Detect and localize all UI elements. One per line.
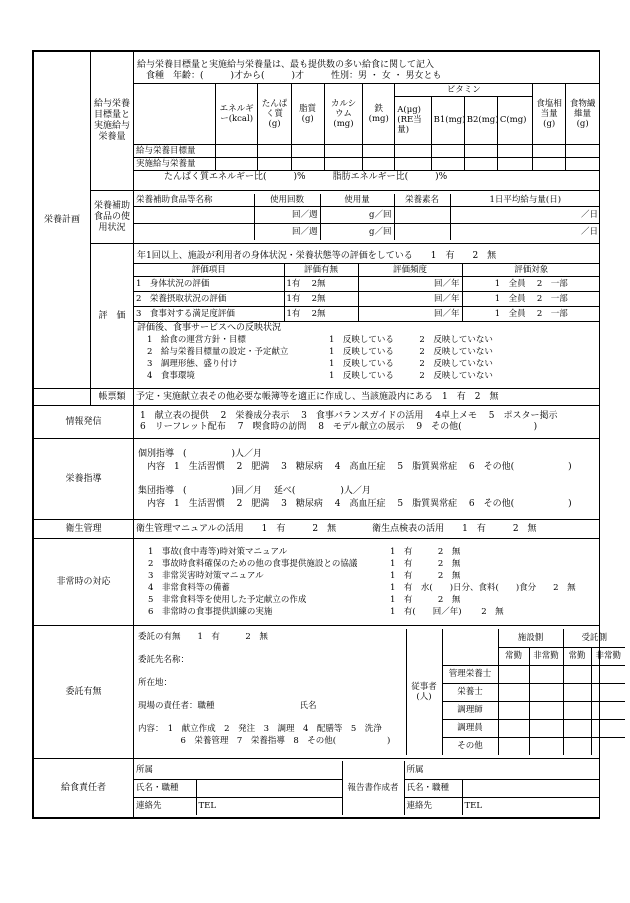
header-salt: 食塩相当量(g) (533, 83, 566, 144)
spacer (138, 474, 595, 485)
hijoji-answer[interactable]: 1 有( 回／年) 2 無 (390, 607, 504, 617)
input-target[interactable] (258, 144, 291, 157)
header-vit-c: C(mg) (497, 96, 532, 144)
input-target[interactable] (395, 144, 431, 157)
supp-daily-unit: ／日 (450, 206, 600, 223)
header-supp-daily: 1日平均給与量(日) (450, 194, 600, 207)
input-target[interactable] (324, 144, 362, 157)
section-label-itaku: 委託有無 (34, 626, 134, 759)
eval-yesno-cell[interactable]: 1有 2無 (284, 306, 358, 321)
staff-row-label: 調理師 (442, 701, 498, 719)
staff-count-input[interactable] (498, 737, 529, 755)
eval-item: 2 栄養摂取状況の評価 (134, 291, 284, 306)
label-hokokusho: 報告書作成者 (342, 761, 404, 815)
staff-count-input[interactable] (498, 683, 529, 701)
header-eval-freq: 評価頻度 (358, 263, 462, 276)
header-fat: 脂質(g) (291, 83, 324, 144)
rep-shozoku-label: 所属 (404, 761, 462, 779)
spacer (138, 689, 402, 700)
main-table (33, 51, 622, 818)
section-label-eiyou-keikaku: 栄養計画 (34, 52, 91, 389)
header-hijokin: 非常勤 (529, 647, 563, 665)
input-target[interactable] (566, 144, 599, 157)
staff-count-input[interactable] (498, 719, 529, 737)
input-actual[interactable] (324, 157, 362, 170)
nutrition-age-sex: 食種 年齢：( )才から( )才 性別：男 ・ 女 ・ 男女とも (137, 70, 442, 81)
label-choboru: 帳票類 (91, 389, 134, 406)
staff-count-input[interactable] (591, 701, 625, 719)
after-answer[interactable]: 1 反映している 2 反映していない (329, 358, 493, 369)
header-shisetsu: 施設側 (498, 629, 563, 647)
rep-shozoku-input[interactable] (462, 761, 599, 779)
section-label-shido: 栄養指導 (34, 439, 134, 520)
header-jokin: 常勤 (498, 647, 529, 665)
staff-count-input[interactable] (563, 719, 591, 737)
report-form (32, 50, 622, 819)
eval-item: 3 食事対する満足度評価 (134, 306, 284, 321)
header-eval-target: 評価対象 (462, 263, 600, 276)
label-hyoka: 評 価 (91, 244, 134, 389)
section-label-eisei: 衛生管理 (34, 520, 134, 539)
choboru-text[interactable]: 予定・実施献立表その他必要な帳簿等を適正に作成し、当該施設内にある 1 有 2 無 (134, 389, 600, 406)
input-target[interactable] (431, 144, 464, 157)
staff-count-input[interactable] (591, 737, 625, 755)
eval-target-cell[interactable]: 1 全員 2 一部 (462, 276, 600, 291)
input-target[interactable] (533, 144, 566, 157)
input-target[interactable] (363, 144, 395, 157)
staff-row-label: 管理栄養士 (442, 665, 498, 683)
staff-count-input[interactable] (529, 737, 563, 755)
eval-target-cell[interactable]: 1 全員 2 一部 (462, 306, 600, 321)
rep-tel[interactable]: TEL (462, 797, 599, 815)
joho-options-1[interactable]: 1 献立表の提供 2 栄養成分表示 3 食事バランスガイドの活用 4卓上メモ 5 ポスター掲示 (140, 411, 558, 421)
spacer (138, 643, 402, 654)
input-actual[interactable] (464, 157, 497, 170)
input-actual[interactable] (566, 157, 599, 170)
input-supp-nutrient[interactable] (394, 223, 450, 240)
itaku-content-2[interactable]: 6 栄養管理 7 栄養指導 8 その他( ) (138, 736, 391, 746)
staff-count-input[interactable] (563, 665, 591, 683)
supp-count-unit: 回／週 (254, 223, 320, 240)
input-supp-nutrient[interactable] (394, 206, 450, 223)
nutrition-corner (134, 83, 215, 144)
row-label-actual: 実施給与栄養量 (134, 157, 215, 170)
header-supp-count: 使用回数 (254, 194, 320, 207)
supp-amount-unit: g／回 (320, 223, 394, 240)
staff-corner (442, 629, 498, 665)
section-label-joho: 情報発信 (34, 406, 134, 439)
header-supp-amount: 使用量 (320, 194, 394, 207)
staff-count-input[interactable] (563, 737, 591, 755)
section-label-hijoji: 非常時の対応 (34, 539, 134, 626)
hijoji-item: 3 非常災害時対策マニュアル (148, 571, 264, 581)
after-item: 3 調理形態、盛り付け (147, 358, 238, 369)
itaku-name[interactable]: 委託先名称： (138, 655, 190, 665)
input-actual[interactable] (497, 157, 532, 170)
hijoji-answer[interactable]: 1 有 2 無 (390, 559, 461, 569)
supp-count-unit: 回／週 (254, 206, 320, 223)
supplement-block (134, 191, 600, 244)
itaku-table (134, 629, 625, 755)
hijoji-item: 5 非常食料等を使用した予定献立の作成 (148, 595, 307, 605)
resp-renraku-label: 連絡先 (134, 797, 196, 815)
eval-yesno-cell[interactable]: 1有 2無 (284, 291, 358, 306)
supp-daily-unit: ／日 (450, 223, 600, 240)
resp-shimei-input[interactable] (196, 779, 342, 797)
input-target[interactable] (497, 144, 532, 157)
supp-amount-unit: g／回 (320, 206, 394, 223)
after-answer[interactable]: 1 反映している 2 反映していない (329, 370, 493, 381)
staff-count-input[interactable] (529, 701, 563, 719)
input-target[interactable] (215, 144, 258, 157)
eval-freq-cell[interactable]: 回／年 (358, 291, 462, 306)
after-item: 4 食事環境 (147, 370, 195, 381)
header-hijokin: 非常勤 (591, 647, 625, 665)
eval-freq-cell[interactable]: 回／年 (358, 306, 462, 321)
nutrition-note: 給与栄養目標量と実施給与栄養量は、最も提供数の多い給食に関して記入 (137, 59, 435, 70)
eval-target-cell[interactable]: 1 全員 2 一部 (462, 291, 600, 306)
resp-shozoku-input[interactable] (196, 761, 342, 779)
input-actual[interactable] (431, 157, 464, 170)
itaku-content-1[interactable]: 内容： 1 献立作成 2 発注 3 調理 4 配膳等 5 洗浄 (138, 724, 382, 734)
eval-after-title: 評価後、食事サービスへの反映状況 (137, 322, 282, 333)
resp-shimei-label: 氏名・職種 (134, 779, 196, 797)
evaluation-block (134, 244, 600, 389)
header-supp-nutrient: 栄養素名 (394, 194, 450, 207)
input-actual[interactable] (533, 157, 566, 170)
shido-shudan-naiyo[interactable]: 内容 1 生活習慣 2 肥満 3 糖尿病 4 高血圧症 5 脂質異常症 6 その他( ) (138, 498, 572, 509)
input-actual[interactable] (291, 157, 324, 170)
header-jutaku: 受託側 (563, 629, 625, 647)
header-eval-item: 評価項目 (134, 263, 284, 276)
input-actual[interactable] (395, 157, 431, 170)
header-supp-name: 栄養補助食品等名称 (134, 194, 254, 207)
nutrition-block (134, 52, 600, 191)
hijoji-item: 6 非常時の食事提供訓練の実施 (148, 607, 273, 617)
header-eval-yesno: 評価有無 (284, 263, 358, 276)
header-calcium: カルシウム(mg) (324, 83, 362, 144)
staff-count-input[interactable] (591, 719, 625, 737)
hijoji-item: 4 非常食料等の備蓄 (148, 583, 230, 593)
header-protein: たんぱく質(g) (258, 83, 291, 144)
shido-kobetsu-naiyo[interactable]: 内容 1 生活習慣 2 肥満 3 糖尿病 4 高血圧症 5 脂質異常症 6 その他( ) (138, 461, 572, 472)
spacer (138, 712, 402, 723)
responsible-table (134, 761, 599, 815)
staff-count-input[interactable] (498, 701, 529, 719)
staff-row-label: 調理員 (442, 719, 498, 737)
energy-ratio: たんぱく質エネルギー比( )% 脂肪エネルギー比( )% (164, 171, 448, 182)
joho-options-2[interactable]: 6 リーフレット配布 7 喫食時の訪問 8 モデル献立の展示 9 その他( ) (140, 422, 538, 432)
eval-after-list (137, 334, 596, 382)
input-actual[interactable] (363, 157, 395, 170)
staff-label: 従事者(人) (406, 629, 442, 755)
label-hojo: 栄養補助食品の使用状況 (91, 191, 134, 244)
input-target[interactable] (291, 144, 324, 157)
supplement-table (134, 194, 600, 241)
eisei-text[interactable]: 衛生管理マニュアルの活用 1 有 2 無 衛生点検表の活用 1 有 2 無 (134, 520, 600, 539)
after-item: 1 給食の運営方針・目標 (147, 334, 246, 345)
hijoji-answer[interactable]: 1 有 2 無 (390, 571, 461, 581)
eval-yesno-cell[interactable]: 1有 2無 (284, 276, 358, 291)
eval-yesno: 年1回以上、施設が利用者の身体状況・栄養状態等の評価をしている 1 有 2 無 (137, 250, 497, 261)
header-vit-a: A(μg)(RE当量) (395, 96, 431, 144)
input-supp-name[interactable] (134, 223, 254, 240)
after-item: 2 給与栄養目標量の設定・予定献立 (147, 346, 289, 357)
staff-count-input[interactable] (563, 701, 591, 719)
input-supp-name[interactable] (134, 206, 254, 223)
nutrition-table (134, 83, 599, 171)
staff-count-input[interactable] (591, 665, 625, 683)
header-energy: エネルギー(kcal) (215, 83, 258, 144)
staff-count-input[interactable] (529, 683, 563, 701)
input-actual[interactable] (258, 157, 291, 170)
header-vit-b2: B2(mg) (464, 96, 497, 144)
staff-count-input[interactable] (498, 665, 529, 683)
itaku-address[interactable]: 所在地： (138, 678, 173, 688)
eval-item: 1 身体状況の評価 (134, 276, 284, 291)
staff-row-label: その他 (442, 737, 498, 755)
spacer (138, 666, 402, 677)
staff-count-input[interactable] (529, 665, 563, 683)
staff-count-input[interactable] (529, 719, 563, 737)
shido-shudan[interactable]: 集団指導 ( )回／月 延べ( )人／月 (138, 485, 371, 496)
hijoji-answer[interactable]: 1 有 水( )日分、食料( )食分 2 無 (390, 583, 576, 593)
itaku-yesno[interactable]: 委託の有無 1 有 2 無 (138, 632, 268, 642)
hijoji-answer[interactable]: 1 有 2 無 (390, 595, 461, 605)
rep-shimei-input[interactable] (462, 779, 599, 797)
after-answer[interactable]: 1 反映している 2 反映していない (329, 346, 493, 357)
hijoji-item: 1 事故(食中毒等)時対策マニュアル (148, 547, 288, 557)
section-label-sekininsha: 給食責任者 (34, 759, 134, 818)
label-kyuyo-mokuhyo: 給与栄養目標量と実施給与栄養量 (91, 52, 134, 191)
rep-renraku-label: 連絡先 (404, 797, 462, 815)
row-label-target: 給与栄養目標量 (134, 144, 215, 157)
staff-count-input[interactable] (591, 683, 625, 701)
eval-freq-cell[interactable]: 回／年 (358, 276, 462, 291)
header-iron: 鉄(mg) (363, 83, 395, 144)
input-target[interactable] (464, 144, 497, 157)
input-actual[interactable] (215, 157, 258, 170)
shido-kobetsu[interactable]: 個別指導 ( )人／月 (138, 448, 263, 459)
choboru-spacer (34, 389, 91, 406)
hijoji-answer[interactable]: 1 有 2 無 (390, 547, 461, 557)
rep-shimei-label: 氏名・職種 (404, 779, 462, 797)
hijoji-item: 2 事故時食料確保のための他の食事提供施設との協議 (148, 559, 358, 569)
itaku-manager[interactable]: 現場の責任者：職種 氏名 (138, 701, 317, 711)
staff-row-label: 栄養士 (442, 683, 498, 701)
staff-count-input[interactable] (563, 683, 591, 701)
header-vit-b1: B1(mg) (431, 96, 464, 144)
header-jokin: 常勤 (563, 647, 591, 665)
evaluation-table (134, 263, 600, 322)
hijoji-list (138, 546, 595, 618)
header-vitamin: ビタミン (395, 83, 533, 96)
resp-shozoku-label: 所属 (134, 761, 196, 779)
after-answer[interactable]: 1 反映している 2 反映していない (329, 334, 493, 345)
resp-tel[interactable]: TEL (196, 797, 342, 815)
header-fiber: 食物繊維量(g) (566, 83, 599, 144)
